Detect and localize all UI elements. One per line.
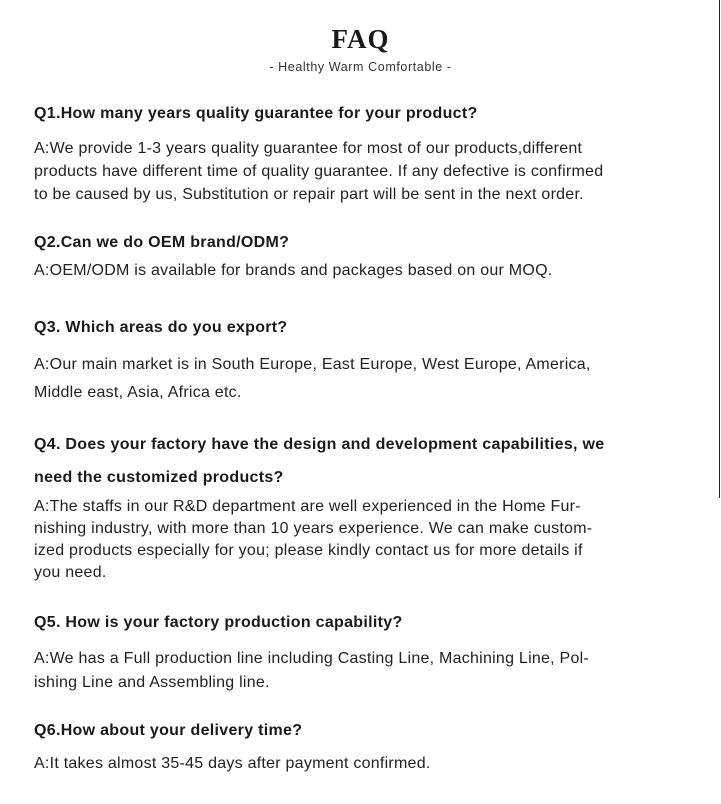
faq-question-line: Q5. How is your factory production capability? xyxy=(34,614,403,631)
faq-question-1 xyxy=(34,105,478,123)
faq-question-4 xyxy=(34,428,605,494)
faq-answer-line: A:OEM/ODM is available for brands and packages based on our MOQ. xyxy=(34,262,553,279)
faq-answer-5 xyxy=(34,647,589,695)
faq-question-line: Q1.How many years quality guarantee for your product? xyxy=(34,105,478,122)
right-edge-divider xyxy=(719,0,720,498)
faq-answer-line: A:We provide 1-3 years quality guarantee for most of our products,different xyxy=(34,140,583,157)
faq-answer-line: A:The staffs in our R&D department are well experienced in the Home Fur- xyxy=(34,498,581,515)
faq-answer-line: nishing industry, with more than 10 years experience. We can make custom- xyxy=(34,520,593,537)
faq-question-5 xyxy=(34,614,403,632)
faq-question-line: Q3. Which areas do you export? xyxy=(34,319,288,336)
faq-answer-line: A:We has a Full production line including Casting Line, Machining Line, Pol- xyxy=(34,650,590,667)
faq-question-line: need the customized products? xyxy=(34,469,284,486)
faq-question-3 xyxy=(34,319,288,337)
faq-answer-3 xyxy=(34,351,591,407)
faq-question-line: Q2.Can we do OEM brand/ODM? xyxy=(34,234,290,251)
faq-question-line: Q4. Does your factory have the design and development capabilities, we xyxy=(34,436,605,453)
page-title: FAQ xyxy=(331,24,390,54)
faq-question-2 xyxy=(34,234,289,252)
faq-answer-line: to be caused by us, Substitution or repair part will be sent in the next order. xyxy=(34,186,584,203)
faq-answer-line: A:Our main market is in South Europe, East Europe, West Europe, America, xyxy=(34,356,591,373)
faq-answer-1 xyxy=(34,137,603,206)
faq-answer-6 xyxy=(34,755,431,773)
faq-answer-line: A:It takes almost 35-45 days after payment confirmed. xyxy=(34,755,431,772)
faq-question-6 xyxy=(34,722,302,740)
faq-answer-2 xyxy=(34,262,552,280)
faq-answer-line: you need. xyxy=(34,564,107,581)
page-subtitle: - Healthy Warm Comfortable - xyxy=(269,60,452,74)
faq-answer-4 xyxy=(34,496,592,584)
faq-answer-line: ized products especially for you; please kindly contact us for more details if xyxy=(34,542,583,559)
faq-answer-line: Middle east, Asia, Africa etc. xyxy=(34,384,242,401)
faq-answer-line: products have different time of quality guarantee. If any defective is confirmed xyxy=(34,163,604,180)
faq-question-line: Q6.How about your delivery time? xyxy=(34,722,303,739)
faq-answer-line: ishing Line and Assembling line. xyxy=(34,674,270,691)
